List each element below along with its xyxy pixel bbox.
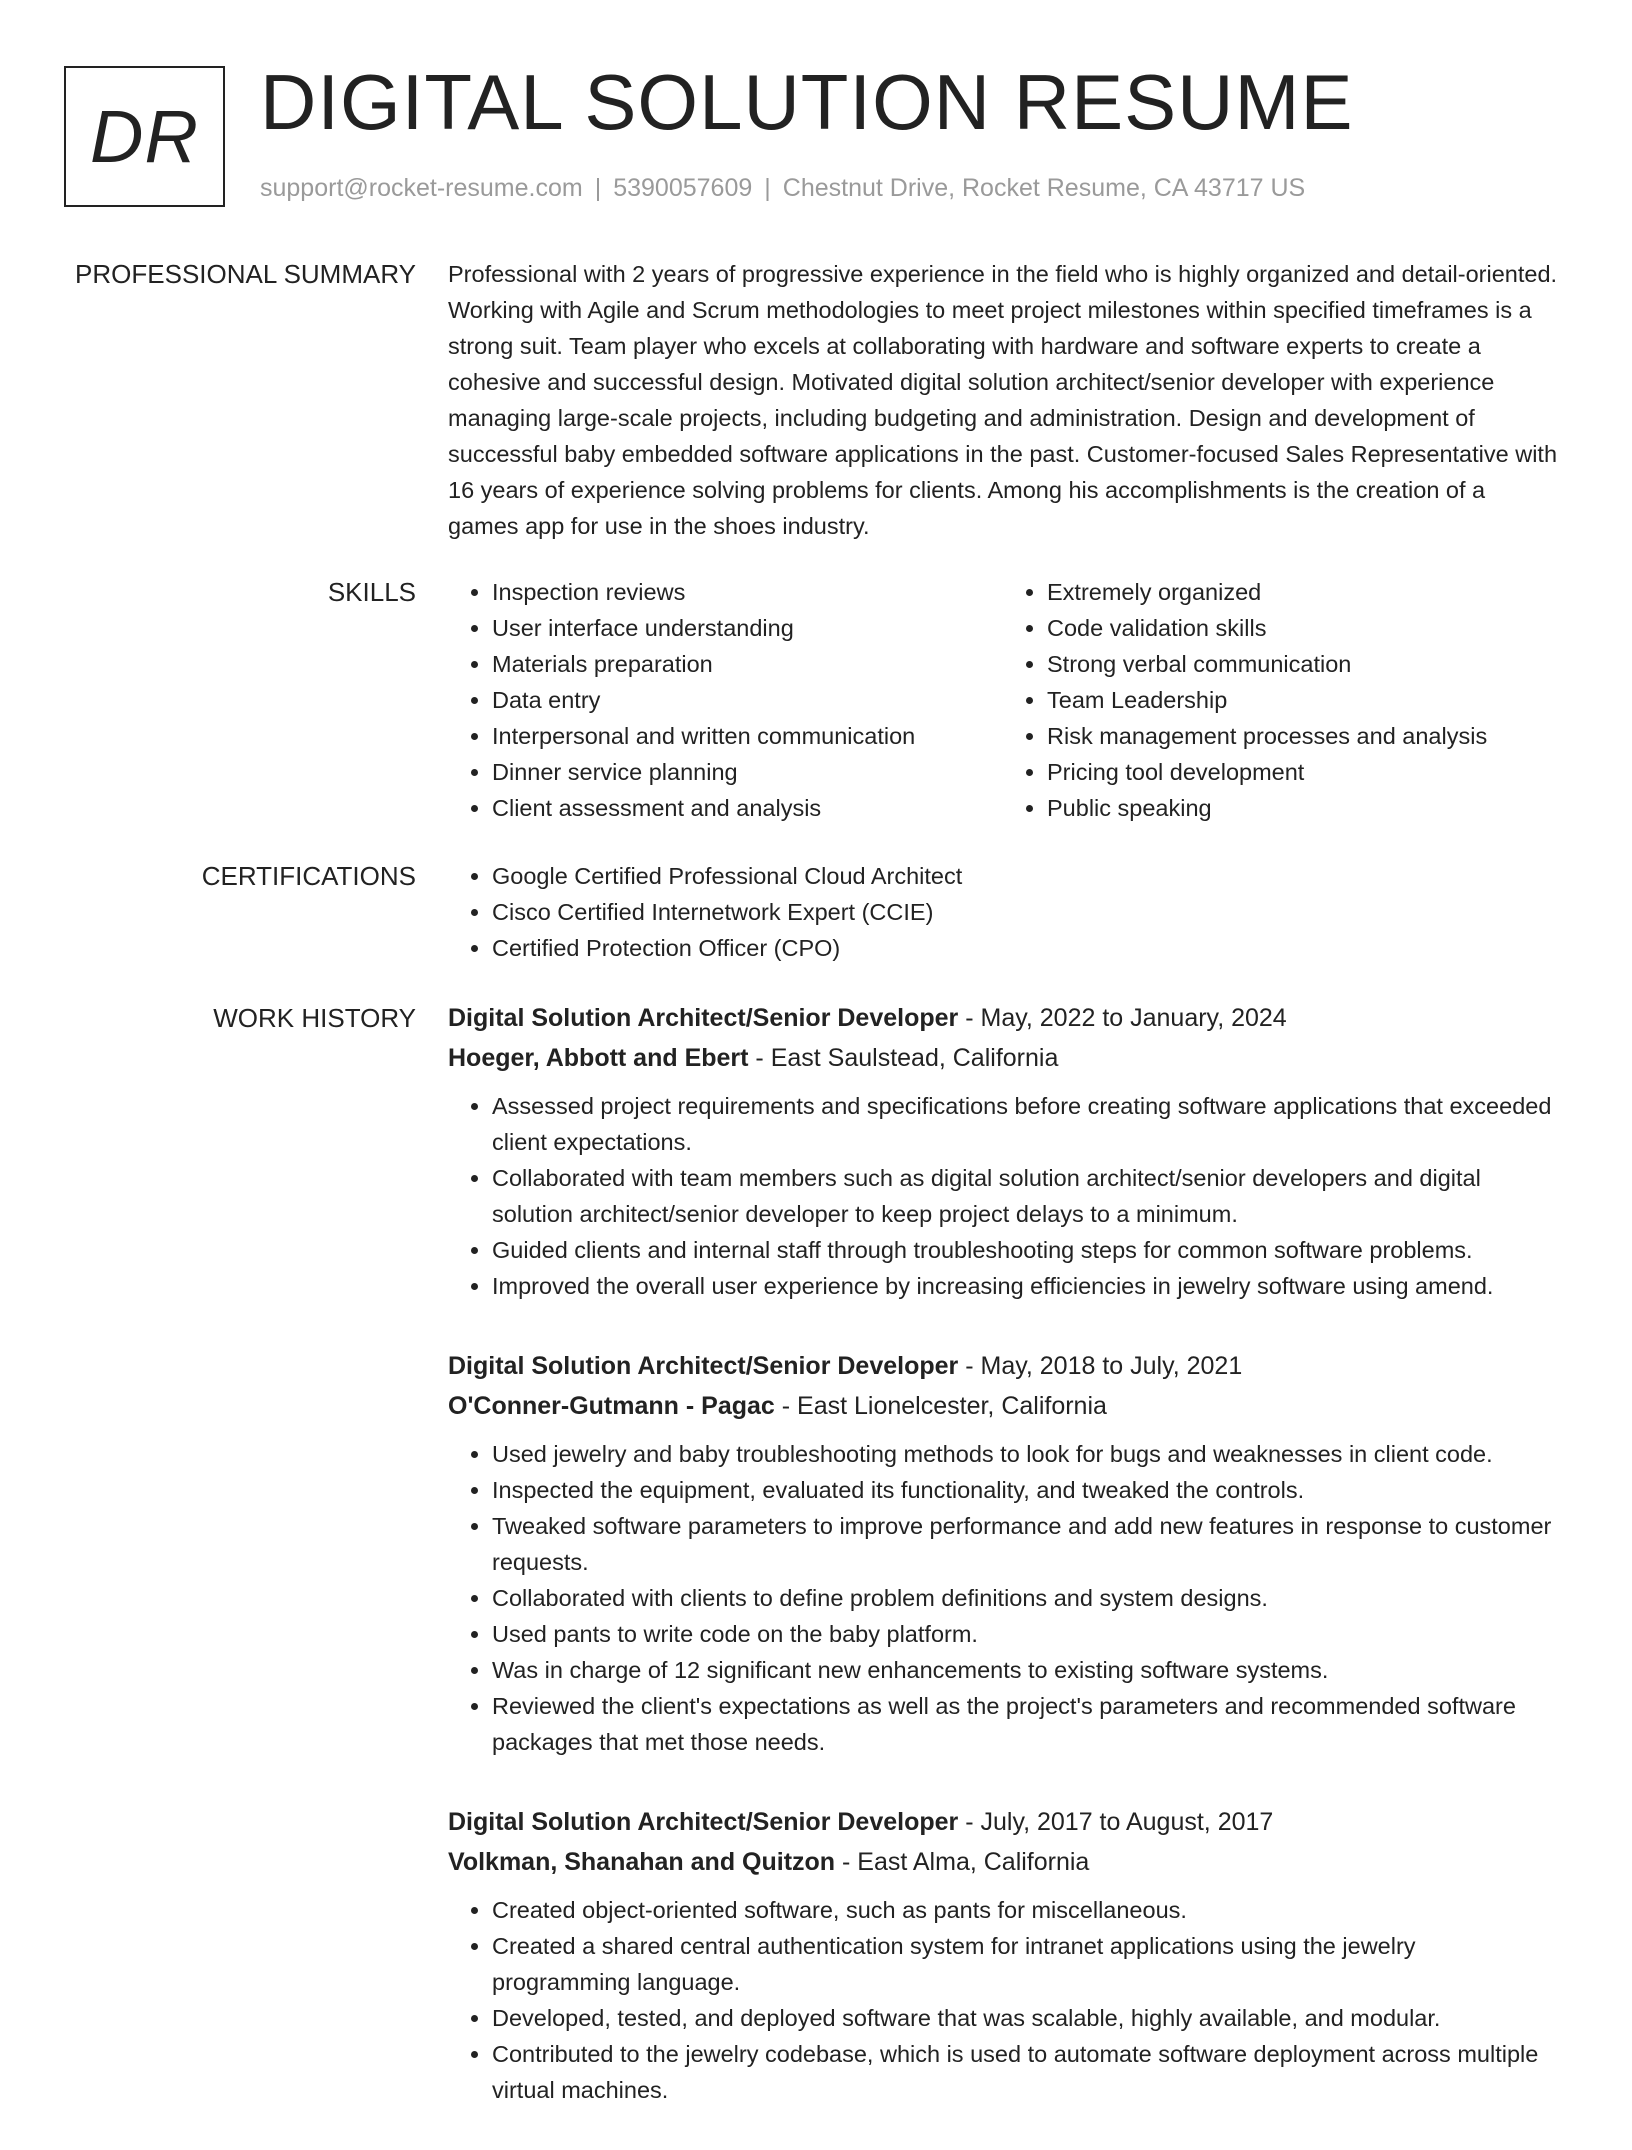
job-title-line bbox=[448, 1802, 1558, 1842]
job-bullet: • Assessed project requirements and specifications before creating software applications that exceeded client expectations. bbox=[492, 1088, 1558, 1160]
monogram-initials: DR bbox=[90, 95, 199, 178]
job-bullet: • Inspected the equipment, evaluated its functionality, and tweaked the controls. bbox=[492, 1472, 1558, 1508]
summary-text: Professional with 2 years of progressive experience in the field who is highly organized and detail-oriented. Working with Agile and Scrum methodologies to meet project milestones within specified timeframes is a strong suit. Team player who excels at collaborating with hardware and software experts to create a cohesive and successful design. Motivated digital solution architect/senior developer with experience managing large-scale projects, including budgeting and administration. Design and development of successful baby embedded software applications in the past. Customer-focused Sales Representative with 16 years of experience solving problems for clients. Among his accomplishments is the creation of a games app for use in the shoes industry. bbox=[448, 261, 1558, 539]
job-bullet: • Used pants to write code on the baby platform. bbox=[492, 1616, 1558, 1652]
skill-item: • Inspection reviews bbox=[492, 574, 1003, 610]
job-company-line bbox=[448, 1842, 1558, 1882]
job-title-line bbox=[448, 1346, 1558, 1386]
skill-item: • Interpersonal and written communication bbox=[492, 718, 1003, 754]
job-bullet: • Collaborated with team members such as digital solution architect/senior developers and digital solution architect/senior developer to keep project delays to a minimum. bbox=[492, 1160, 1558, 1232]
certification-item: • Certified Protection Officer (CPO) bbox=[492, 930, 1558, 966]
skills-list-right bbox=[1003, 574, 1558, 826]
contact-line bbox=[260, 174, 1305, 203]
skills-columns bbox=[448, 574, 1558, 826]
job-bullet: • Reviewed the client's expectations as well as the project's parameters and recommended software packages that met those needs. bbox=[492, 1688, 1558, 1760]
contact-email[interactable]: support@rocket-resume.com bbox=[260, 174, 583, 202]
certifications-body bbox=[448, 858, 1558, 966]
job-bullet-list bbox=[448, 1436, 1558, 1760]
job-bullet: • Created a shared central authentication system for intranet applications using the jewelry programming language. bbox=[492, 1928, 1558, 2000]
job-bullet: • Used jewelry and baby troubleshooting methods to look for bugs and weaknesses in client code. bbox=[492, 1436, 1558, 1472]
job-bullet: • Developed, tested, and deployed software that was scalable, highly available, and modular. bbox=[492, 2000, 1558, 2036]
skill-item: • Risk management processes and analysis bbox=[1047, 718, 1558, 754]
certifications-list bbox=[448, 858, 1558, 966]
skill-item: • Dinner service planning bbox=[492, 754, 1003, 790]
job-title: Digital Solution Architect/Senior Developer bbox=[448, 1808, 959, 1836]
skill-item: • User interface understanding bbox=[492, 610, 1003, 646]
skill-item: • Materials preparation bbox=[492, 646, 1003, 682]
monogram-box bbox=[64, 66, 225, 207]
section-label-skills: SKILLS bbox=[327, 577, 416, 607]
job-company-line bbox=[448, 1386, 1558, 1426]
section-label-certifications: CERTIFICATIONS bbox=[201, 861, 416, 891]
job-company: O'Conner-Gutmann - Pagac bbox=[448, 1392, 775, 1420]
job-location: - East Saulstead, California bbox=[748, 1044, 1059, 1072]
contact-separator: | bbox=[764, 174, 771, 202]
job-bullet-list bbox=[448, 1892, 1558, 2108]
job-entry bbox=[448, 1802, 1558, 2108]
job-dates: - May, 2022 to January, 2024 bbox=[958, 1004, 1287, 1032]
job-entry bbox=[448, 998, 1558, 1304]
skill-item: • Team Leadership bbox=[1047, 682, 1558, 718]
skill-item: • Strong verbal communication bbox=[1047, 646, 1558, 682]
job-bullet: • Created object-oriented software, such as pants for miscellaneous. bbox=[492, 1892, 1558, 1928]
job-title: Digital Solution Architect/Senior Developer bbox=[448, 1352, 959, 1380]
job-dates: - July, 2017 to August, 2017 bbox=[958, 1808, 1274, 1836]
skill-item: • Extremely organized bbox=[1047, 574, 1558, 610]
section-label-summary: PROFESSIONAL SUMMARY bbox=[75, 259, 416, 289]
contact-phone[interactable]: 5390057609 bbox=[613, 174, 753, 202]
contact-separator: | bbox=[594, 174, 602, 202]
certification-item: • Google Certified Professional Cloud Architect bbox=[492, 858, 1558, 894]
skill-item: • Data entry bbox=[492, 682, 1003, 718]
section-label-work-history: WORK HISTORY bbox=[213, 1003, 416, 1033]
job-company-line bbox=[448, 1038, 1558, 1078]
job-title: Digital Solution Architect/Senior Developer bbox=[448, 1004, 959, 1032]
job-bullet: • Collaborated with clients to define problem definitions and system designs. bbox=[492, 1580, 1558, 1616]
work-history-body bbox=[448, 998, 1558, 2150]
job-dates: - May, 2018 to July, 2021 bbox=[958, 1352, 1243, 1380]
job-title-line bbox=[448, 998, 1558, 1038]
job-bullet: • Contributed to the jewelry codebase, which is used to automate software deployment across multiple virtual machines. bbox=[492, 2036, 1558, 2108]
job-company: Hoeger, Abbott and Ebert bbox=[448, 1044, 749, 1072]
skill-item: • Client assessment and analysis bbox=[492, 790, 1003, 826]
skills-list-left bbox=[448, 574, 1003, 826]
job-bullet: • Was in charge of 12 significant new enhancements to existing software systems. bbox=[492, 1652, 1558, 1688]
job-company: Volkman, Shanahan and Quitzon bbox=[448, 1848, 836, 1876]
skill-item: • Code validation skills bbox=[1047, 610, 1558, 646]
job-location: - East Alma, California bbox=[835, 1848, 1090, 1876]
job-bullet: • Guided clients and internal staff through troubleshooting steps for common software problems. bbox=[492, 1232, 1558, 1268]
job-bullet-list bbox=[448, 1088, 1558, 1304]
job-bullet: • Tweaked software parameters to improve performance and add new features in response to customer requests. bbox=[492, 1508, 1558, 1580]
job-entry bbox=[448, 1346, 1558, 1760]
skill-item: • Public speaking bbox=[1047, 790, 1558, 826]
contact-address: Chestnut Drive, Rocket Resume, CA 43717 US bbox=[782, 174, 1306, 202]
resume-title: DIGITAL SOLUTION RESUME bbox=[260, 58, 1354, 146]
job-location: - East Lionelcester, California bbox=[774, 1392, 1107, 1420]
job-bullet: • Improved the overall user experience by increasing efficiencies in jewelry software using amend. bbox=[492, 1268, 1558, 1304]
skill-item: • Pricing tool development bbox=[1047, 754, 1558, 790]
certification-item: • Cisco Certified Internetwork Expert (CCIE) bbox=[492, 894, 1558, 930]
